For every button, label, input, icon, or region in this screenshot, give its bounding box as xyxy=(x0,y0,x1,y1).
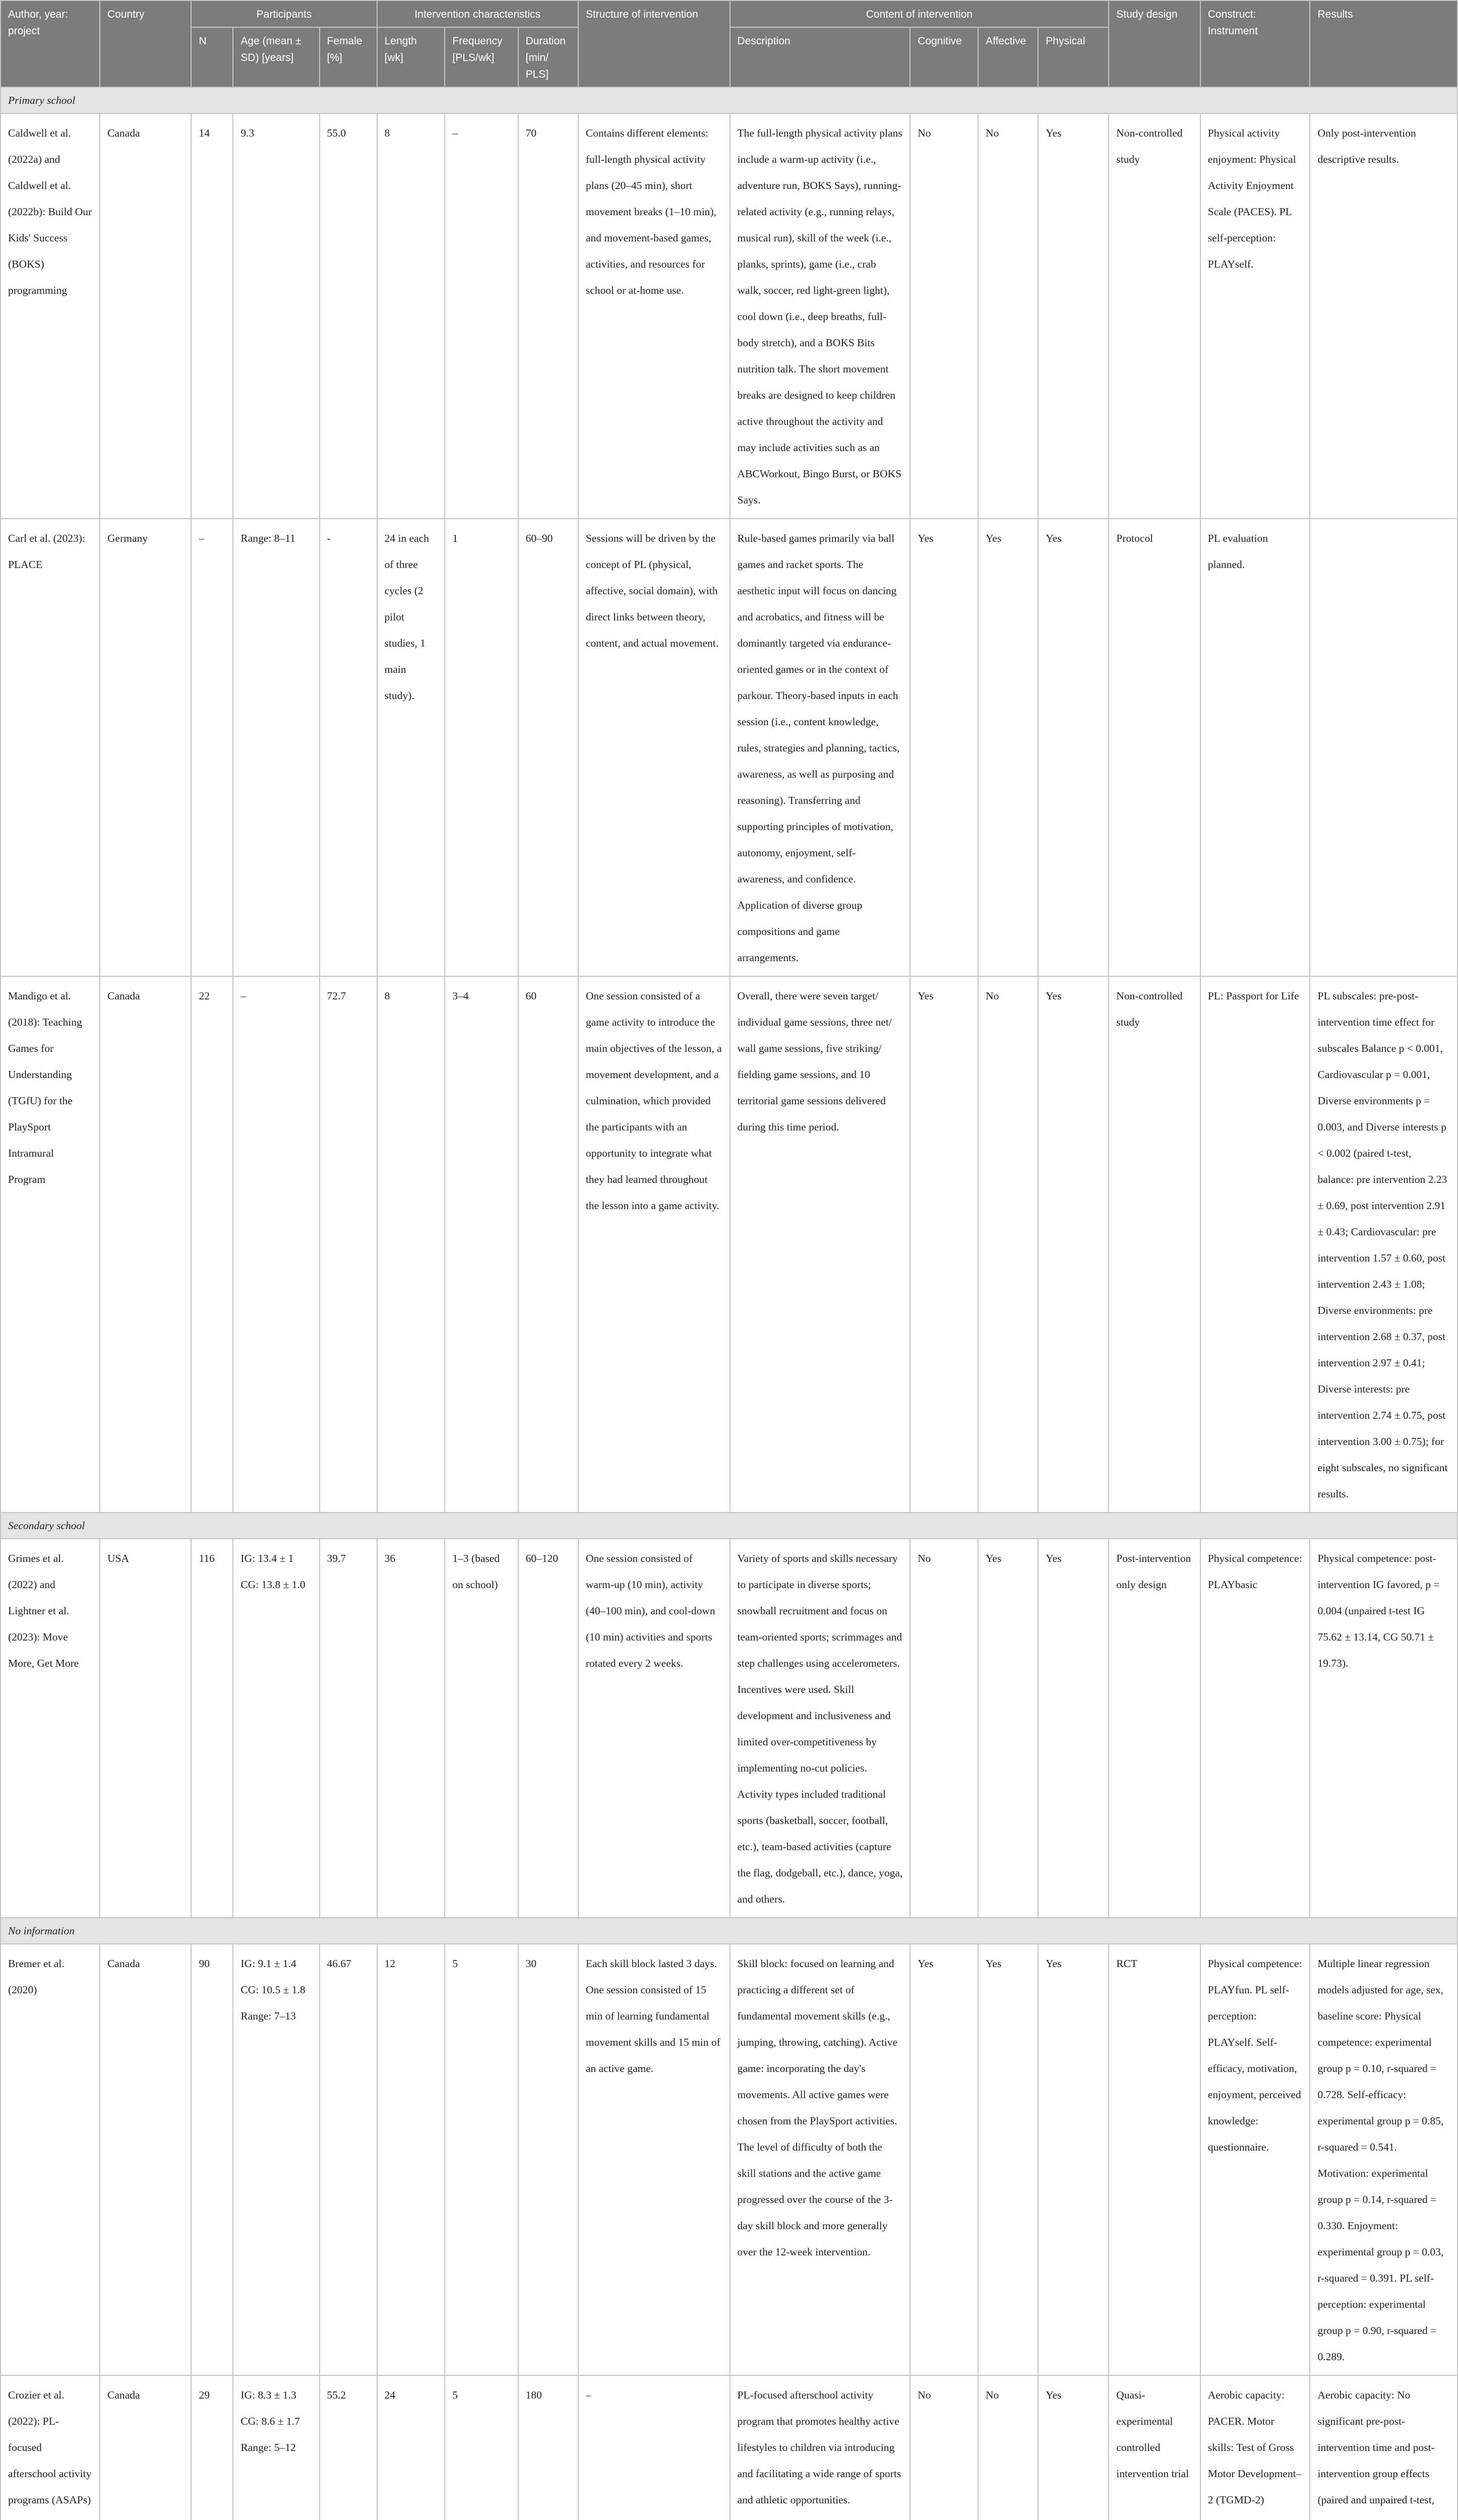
header-affective: Affective xyxy=(978,27,1038,87)
cell-frequency: 5 xyxy=(445,2375,518,2520)
cell-construct: Physical competence: PLAYbasic xyxy=(1200,1539,1310,1918)
cell-results: Multiple linear regression models adjusted for age, sex, baseline score: Physical competence: experimental group p = 0.10, r-squared = 0.728. Self-efficacy: experimental group p = 0.85, r-squared = 0.541. Motivation: experimental group p = 0.14, r-squared = 0.330. Enjoyment: experimental group p = 0.03, r-squared = 0.391. PL self-perception: experimental group p = 0.90, r-squared = 0.289. xyxy=(1310,1944,1457,2375)
cell-frequency: – xyxy=(445,113,518,519)
cell-age: IG: 13.4 ± 1 CG: 13.8 ± 1.0 xyxy=(233,1539,319,1918)
cell-author: Caldwell et al. (2022a) and Caldwell et al. (2022b): Build Our Kids' Success (BOKS) programming xyxy=(1,113,100,519)
cell-author: Grimes et al. (2022) and Lightner et al. (2023): Move More, Get More xyxy=(1,1539,100,1918)
cell-design: RCT xyxy=(1109,1944,1200,2375)
cell-country: Canada xyxy=(100,976,191,1513)
cell-age: IG: 8.3 ± 1.3 CG: 8.6 ± 1.7 Range: 5–12 xyxy=(233,2375,319,2520)
cell-frequency: 1 xyxy=(445,519,518,976)
cell-female: - xyxy=(320,519,377,976)
cell-frequency: 1–3 (based on school) xyxy=(445,1539,518,1918)
cell-design: Protocol xyxy=(1109,519,1200,976)
header-study-design: Study design xyxy=(1109,1,1200,87)
header-participants: Participants xyxy=(191,1,377,27)
cell-n: 14 xyxy=(191,113,233,519)
cell-design: Non-controlled study xyxy=(1109,976,1200,1513)
cell-description: Rule-based games primarily via ball games and racket sports. The aesthetic input will focus on dancing and acrobatics, and fitness will be dominantly targeted via endurance-oriented games or in the context of parkour. Theory-based inputs in each session (i.e., content knowledge, rules, strategies and planning, tactics, awareness, as well as purposing and reasoning). Transferring and supporting principles of motivation, autonomy, enjoyment, self-awareness, and confidence. Application of diverse group compositions and game arrangements. xyxy=(730,519,910,976)
cell-construct: PL evaluation planned. xyxy=(1200,519,1310,976)
cell-length: 12 xyxy=(377,1944,445,2375)
table-body xyxy=(1,87,1457,2520)
cell-length: 8 xyxy=(377,976,445,1513)
cell-affective: No xyxy=(978,113,1038,519)
header-physical: Physical xyxy=(1038,27,1109,87)
cell-results: Physical competence: post-intervention IG favored, p = 0.004 (unpaired t-test IG 75.62 ± 13.14, CG 50.71 ± 19.73). xyxy=(1310,1539,1457,1918)
cell-female: 55.0 xyxy=(320,113,377,519)
cell-duration: 30 xyxy=(518,1944,578,2375)
cell-structure: – xyxy=(578,2375,730,2520)
cell-n: – xyxy=(191,519,233,976)
cell-duration: 180 xyxy=(518,2375,578,2520)
cell-age: 9.3 xyxy=(233,113,319,519)
cell-construct: Physical activity enjoyment: Physical Activity Enjoyment Scale (PACES). PL self-perception: PLAYself. xyxy=(1200,113,1310,519)
cell-country: Canada xyxy=(100,2375,191,2520)
cell-age: Range: 8–11 xyxy=(233,519,319,976)
cell-cognitive: Yes xyxy=(910,1944,978,2375)
cell-country: Germany xyxy=(100,519,191,976)
cell-description: Variety of sports and skills necessary to participate in diverse sports; snowball recruitment and focus on team-oriented sports; scrimmages and step challenges using accelerometers. Incentives were used. Skill development and inclusiveness and limited over-competitiveness by implementing no-cut policies. Activity types included traditional sports (basketball, soccer, football, etc.), team-based activities (capture the flag, dodgeball, etc.), dance, yoga, and others. xyxy=(730,1539,910,1918)
cell-age: IG: 9.1 ± 1.4 CG: 10.5 ± 1.8 Range: 7–13 xyxy=(233,1944,319,2375)
header-duration: Duration [min/ PLS] xyxy=(518,27,578,87)
cell-affective: Yes xyxy=(978,1944,1038,2375)
section-row xyxy=(1,1513,1457,1539)
cell-results xyxy=(1310,519,1457,976)
cell-frequency: 3–4 xyxy=(445,976,518,1513)
cell-physical: Yes xyxy=(1038,519,1109,976)
cell-physical: Yes xyxy=(1038,1539,1109,1918)
header-country: Country xyxy=(100,1,191,87)
cell-author: Mandigo et al. (2018): Teaching Games for Understanding (TGfU) for the PlaySport Intramural Program xyxy=(1,976,100,1513)
cell-description: Overall, there were seven target/ individual game sessions, three net/ wall game sessions, five striking/ fielding game sessions, and 10 territorial game sessions delivered during this time period. xyxy=(730,976,910,1513)
cell-results: Only post-intervention descriptive results. xyxy=(1310,113,1457,519)
cell-structure: Contains different elements: full-length physical activity plans (20–45 min), short movement breaks (1–10 min), and movement-based games, activities, and resources for school or at-home use. xyxy=(578,113,730,519)
header-author: Author, year: project xyxy=(1,1,100,87)
cell-n: 22 xyxy=(191,976,233,1513)
cell-design: Post-intervention only design xyxy=(1109,1539,1200,1918)
cell-n: 29 xyxy=(191,2375,233,2520)
header-intervention-characteristics: Intervention characteristics xyxy=(377,1,578,27)
cell-cognitive: Yes xyxy=(910,519,978,976)
table-row xyxy=(1,519,1457,976)
cell-results: Aerobic capacity: No significant pre-post-intervention time and post-intervention group effects (paired and unpaired t-test, xyxy=(1310,2375,1457,2520)
cell-affective: No xyxy=(978,2375,1038,2520)
header-description: Description xyxy=(730,27,910,87)
table-header xyxy=(1,1,1457,87)
header-frequency: Frequency [PLS/wk] xyxy=(445,27,518,87)
header-content: Content of intervention xyxy=(730,1,1109,27)
cell-design: Non-controlled study xyxy=(1109,113,1200,519)
cell-author: Carl et al. (2023): PLACE xyxy=(1,519,100,976)
cell-cognitive: Yes xyxy=(910,976,978,1513)
cell-affective: Yes xyxy=(978,519,1038,976)
table-row xyxy=(1,1539,1457,1918)
cell-n: 116 xyxy=(191,1539,233,1918)
cell-frequency: 5 xyxy=(445,1944,518,2375)
header-n: N xyxy=(191,27,233,87)
cell-cognitive: No xyxy=(910,2375,978,2520)
cell-length: 24 xyxy=(377,2375,445,2520)
cell-country: USA xyxy=(100,1539,191,1918)
cell-length: 36 xyxy=(377,1539,445,1918)
cell-construct: Physical competence: PLAYfun. PL self-perception: PLAYself. Self-efficacy, motivation, enjoyment, perceived knowledge: questionnaire. xyxy=(1200,1944,1310,2375)
cell-results: PL subscales: pre-post-intervention time effect for subscales Balance p < 0.001, Cardiovascular p = 0.001, Diverse environments p = 0.003, and Diverse interests p < 0.002 (paired t-test, balance: pre intervention 2.23 ± 0.69, post intervention 2.91 ± 0.43; Cardiovascular: pre intervention 1.57 ± 0.60, post intervention 2.43 ± 1.08; Diverse environments: pre intervention 2.68 ± 0.37, post intervention 2.97 ± 0.41; Diverse interests: pre intervention 2.74 ± 0.75, post intervention 3.00 ± 0.75); for eight subscales, no significant results. xyxy=(1310,976,1457,1513)
header-results: Results xyxy=(1310,1,1457,87)
cell-affective: No xyxy=(978,976,1038,1513)
cell-duration: 70 xyxy=(518,113,578,519)
cell-description: PL-focused afterschool activity program that promotes healthy active lifestyles to children via introducing and facilitating a wide range of sports and athletic opportunities. xyxy=(730,2375,910,2520)
cell-description: Skill block: focused on learning and practicing a different set of fundamental movement skills (e.g., jumping, throwing, catching). Active game: incorporating the day's movements. All active games were chosen from the PlaySport activities. The level of difficulty of both the skill stations and the active game progressed over the course of the 3-day skill block and more generally over the 12-week intervention. xyxy=(730,1944,910,2375)
cell-physical: Yes xyxy=(1038,1944,1109,2375)
cell-structure: One session consisted of a game activity to introduce the main objectives of the lesson, a movement development, and a culmination, which provided the participants with an opportunity to integrate what they had learned throughout the lesson into a game activity. xyxy=(578,976,730,1513)
header-age: Age (mean ± SD) [years] xyxy=(233,27,319,87)
cell-cognitive: No xyxy=(910,113,978,519)
cell-structure: Sessions will be driven by the concept of PL (physical, affective, social domain), with direct links between theory, content, and actual movement. xyxy=(578,519,730,976)
section-row xyxy=(1,1918,1457,1944)
cell-duration: 60 xyxy=(518,976,578,1513)
cell-length: 8 xyxy=(377,113,445,519)
section-row xyxy=(1,87,1457,113)
cell-structure: Each skill block lasted 3 days. One session consisted of 15 min of learning fundamental movement skills and 15 min of an active game. xyxy=(578,1944,730,2375)
cell-cognitive: No xyxy=(910,1539,978,1918)
cell-author: Bremer et al. (2020) xyxy=(1,1944,100,2375)
cell-female: 72.7 xyxy=(320,976,377,1513)
header-cognitive: Cognitive xyxy=(910,27,978,87)
cell-structure: One session consisted of warm-up (10 min), activity (40–100 min), and cool-down (10 min) activities and sports rotated every 2 weeks. xyxy=(578,1539,730,1918)
header-length: Length [wk] xyxy=(377,27,445,87)
cell-female: 39.7 xyxy=(320,1539,377,1918)
cell-female: 55.2 xyxy=(320,2375,377,2520)
cell-age: – xyxy=(233,976,319,1513)
cell-description: The full-length physical activity plans include a warm-up activity (i.e., adventure run, BOKS Says), running-related activity (e.g., running relays, musical run), skill of the week (i.e., planks, sprints), game (i.e., crab walk, soccer, red light-green light), cool down (i.e., deep breaths, full-body stretch), and a BOKS Bits nutrition talk. The short movement breaks are designed to keep children active throughout the activity and may include activities such as an ABCWorkout, Bingo Burst, or BOKS Says. xyxy=(730,113,910,519)
table-row xyxy=(1,113,1457,519)
cell-country: Canada xyxy=(100,1944,191,2375)
cell-duration: 60–120 xyxy=(518,1539,578,1918)
header-female: Female [%] xyxy=(320,27,377,87)
header-structure: Structure of intervention xyxy=(578,1,730,87)
section-title: No information xyxy=(1,1918,1457,1944)
cell-length: 24 in each of three cycles (2 pilot studies, 1 main study). xyxy=(377,519,445,976)
table-row xyxy=(1,1944,1457,2375)
section-title: Secondary school xyxy=(1,1513,1457,1539)
cell-n: 90 xyxy=(191,1944,233,2375)
section-title: Primary school xyxy=(1,87,1457,113)
cell-physical: Yes xyxy=(1038,2375,1109,2520)
cell-author: Crozier et al. (2022): PL-focused afterschool activity programs (ASAPs) xyxy=(1,2375,100,2520)
cell-construct: Aerobic capacity: PACER. Motor skills: Test of Gross Motor Development–2 (TGMD-2) xyxy=(1200,2375,1310,2520)
header-construct: Construct: Instrument xyxy=(1200,1,1310,87)
table-row xyxy=(1,2375,1457,2520)
cell-physical: Yes xyxy=(1038,976,1109,1513)
cell-physical: Yes xyxy=(1038,113,1109,519)
table-row xyxy=(1,976,1457,1513)
cell-duration: 60–90 xyxy=(518,519,578,976)
cell-country: Canada xyxy=(100,113,191,519)
cell-construct: PL: Passport for Life xyxy=(1200,976,1310,1513)
cell-design: Quasi-experimental controlled intervention trial xyxy=(1109,2375,1200,2520)
cell-affective: Yes xyxy=(978,1539,1038,1918)
cell-female: 46.67 xyxy=(320,1944,377,2375)
